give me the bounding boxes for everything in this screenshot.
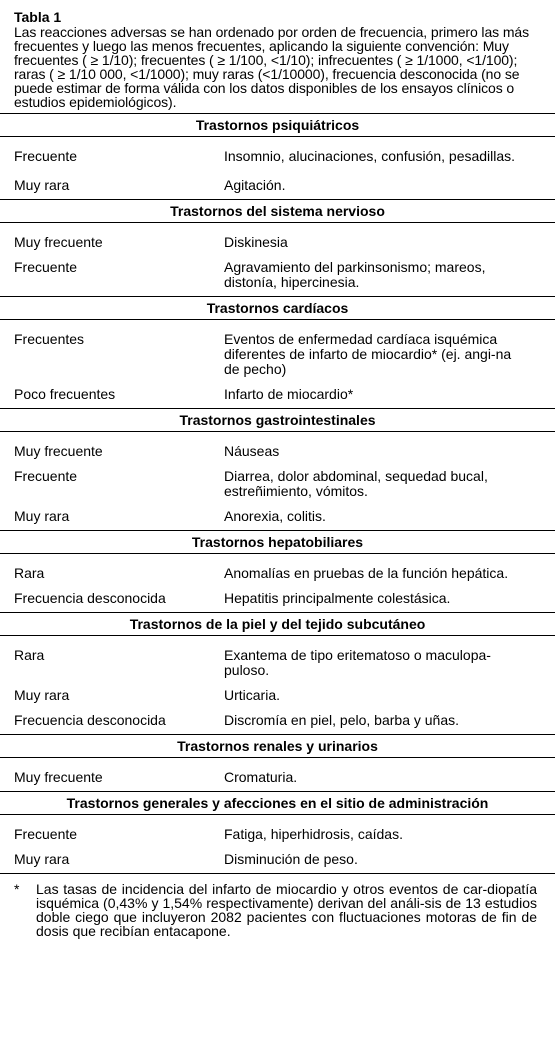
table-row [14, 852, 541, 867]
frequency-cell: Frecuente [14, 259, 78, 275]
table-row [14, 827, 541, 842]
frequency-cell: Muy rara [14, 508, 70, 524]
table-row [14, 387, 541, 402]
frequency-cell: Muy frecuente [14, 443, 103, 459]
section-header: Trastornos del sistema nervioso [170, 203, 385, 219]
frequency-cell: Poco frecuentes [14, 386, 116, 402]
table-caption-text: Las reacciones adversas se han ordenado por orden de frecuencia, primero las más frecuentes y luego las menos frecuentes, aplicando la siguiente convención: Muy frecuentes ( ≥ 1/10); frecuentes ( ≥ 1/100, <1/10); infrecuentes ( ≥ 1/1000, <1/100); raras ( ≥ 1/10 000, <1/1000); muy raras (<1/10000), frecuencia desconocida (no se puede estimar de forma válida con los datos disponibles de los ensayos clínicos o estudios epidemiológicos). [14, 24, 529, 110]
section-header: Trastornos gastrointestinales [179, 412, 376, 428]
table-row [14, 260, 541, 290]
adverse-effect-cell: Eventos de enfermedad cardíaca isquémica diferentes de infarto de miocardio* (ej. angi-na de pecho) [224, 331, 512, 377]
frequency-cell: Frecuente [14, 468, 78, 484]
table-row [14, 178, 541, 193]
section-header-divider [0, 757, 555, 758]
section-header-divider [0, 431, 555, 432]
table-row [14, 332, 541, 377]
adverse-effect-cell: Anorexia, colitis. [224, 508, 326, 524]
adverse-effect-cell: Discromía en piel, pelo, barba y uñas. [224, 712, 460, 728]
adverse-effect-cell: Insomnio, alucinaciones, confusión, pesadillas. [224, 148, 516, 164]
adverse-effect-cell: Diskinesia [224, 234, 288, 250]
adverse-effect-cell: Fatiga, hiperhidrosis, caídas. [224, 826, 403, 842]
section-header-divider [0, 635, 555, 636]
adverse-effect-cell: Náuseas [224, 443, 280, 459]
table-row [14, 566, 541, 581]
adverse-effect-cell: Agitación. [224, 177, 286, 193]
table-row [14, 770, 541, 785]
adverse-effect-cell: Diarrea, dolor abdominal, sequedad bucal, estreñimiento, vómitos. [224, 468, 488, 499]
adverse-effect-cell: Disminución de peso. [224, 851, 358, 867]
adverse-effect-cell: Infarto de miocardio* [224, 386, 354, 402]
section-header: Trastornos de la piel y del tejido subcutáneo [129, 616, 426, 632]
adverse-effect-cell: Hepatitis principalmente colestásica. [224, 590, 451, 606]
table-footnote [14, 882, 541, 938]
footnote-mark: * [14, 881, 20, 897]
table-row [14, 444, 541, 459]
frequency-cell: Muy rara [14, 851, 70, 867]
adverse-effect-cell: Exantema de tipo eritematoso o maculopa-puloso. [224, 647, 491, 678]
footnote-text: Las tasas de incidencia del infarto de miocardio y otros eventos de car-diopatía isquémica (0,43% y 1,54% respectivamente) derivan del análi-sis de 13 estudios doble ciego que incluyeron 2082 pacientes con fluctuaciones motoras de fin de dosis que recibían entacapone. [36, 881, 537, 939]
adverse-effect-cell: Urticaria. [224, 687, 281, 703]
frequency-cell: Muy rara [14, 687, 70, 703]
table-row [14, 713, 541, 728]
table-row [14, 235, 541, 250]
section-header: Trastornos cardíacos [206, 300, 349, 316]
frequency-cell: Rara [14, 565, 45, 581]
frequency-cell: Frecuente [14, 826, 78, 842]
footnote-divider [0, 873, 555, 874]
section-header-divider [0, 814, 555, 815]
frequency-cell: Muy rara [14, 177, 70, 193]
section-header-divider [0, 222, 555, 223]
frequency-cell: Frecuencia desconocida [14, 712, 166, 728]
section-header: Trastornos generales y afecciones en el sitio de administración [66, 795, 489, 811]
table-row [14, 648, 541, 678]
adverse-effect-cell: Cromaturia. [224, 769, 298, 785]
adverse-effect-cell: Anomalías en pruebas de la función hepática. [224, 565, 509, 581]
section-header: Trastornos hepatobiliares [191, 534, 364, 550]
table-row [14, 469, 541, 499]
frequency-cell: Muy frecuente [14, 769, 103, 785]
section-header-divider [0, 319, 555, 320]
section-header: Trastornos psiquiátricos [195, 117, 360, 133]
table-caption-title: Tabla 1 [14, 9, 62, 25]
table-row [14, 688, 541, 703]
frequency-cell: Rara [14, 647, 45, 663]
table-row [14, 591, 541, 606]
adverse-reactions-table [14, 113, 541, 867]
section-header-divider [0, 136, 555, 137]
table-row [14, 509, 541, 524]
section-header: Trastornos renales y urinarios [177, 738, 378, 754]
frequency-cell: Frecuente [14, 148, 78, 164]
frequency-cell: Frecuentes [14, 331, 85, 347]
frequency-cell: Muy frecuente [14, 234, 103, 250]
table-row [14, 149, 541, 164]
frequency-cell: Frecuencia desconocida [14, 590, 166, 606]
section-header-divider [0, 553, 555, 554]
adverse-effect-cell: Agravamiento del parkinsonismo; mareos, distonía, hipercinesia. [224, 259, 486, 290]
